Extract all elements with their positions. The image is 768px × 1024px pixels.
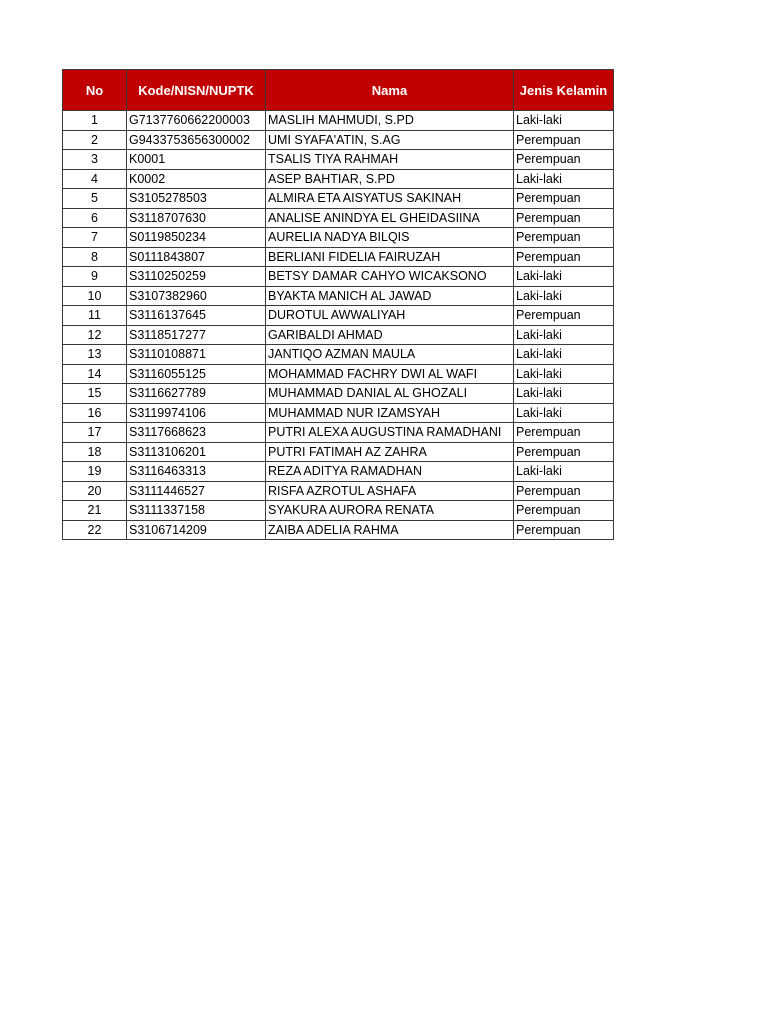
cell-nama: MUHAMMAD NUR IZAMSYAH (266, 403, 514, 423)
table-body (63, 111, 614, 540)
cell-nama: JANTIQO AZMAN MAULA (266, 345, 514, 365)
table-row (63, 267, 614, 287)
cell-kode: G7137760662200003 (127, 111, 266, 131)
cell-no: 16 (63, 403, 127, 423)
table-header (63, 70, 614, 111)
table-row (63, 501, 614, 521)
cell-nama: REZA ADITYA RAMADHAN (266, 462, 514, 482)
table-row (63, 189, 614, 209)
table-row (63, 169, 614, 189)
cell-nama: ALMIRA ETA AISYATUS SAKINAH (266, 189, 514, 209)
cell-nama: ANALISE ANINDYA EL GHEIDASIINA (266, 208, 514, 228)
cell-kode: S3111337158 (127, 501, 266, 521)
cell-kode: S3118707630 (127, 208, 266, 228)
cell-jenis-kelamin: Perempuan (514, 481, 614, 501)
cell-jenis-kelamin: Laki-laki (514, 384, 614, 404)
cell-jenis-kelamin: Laki-laki (514, 286, 614, 306)
cell-nama: PUTRI FATIMAH AZ ZAHRA (266, 442, 514, 462)
cell-kode: S3113106201 (127, 442, 266, 462)
cell-nama: RISFA AZROTUL ASHAFA (266, 481, 514, 501)
cell-kode: S0119850234 (127, 228, 266, 248)
cell-no: 13 (63, 345, 127, 365)
cell-nama: BETSY DAMAR CAHYO WICAKSONO (266, 267, 514, 287)
cell-jenis-kelamin: Perempuan (514, 208, 614, 228)
cell-jenis-kelamin: Perempuan (514, 501, 614, 521)
cell-nama: AURELIA NADYA BILQIS (266, 228, 514, 248)
cell-kode: G9433753656300002 (127, 130, 266, 150)
table-row (63, 325, 614, 345)
cell-no: 1 (63, 111, 127, 131)
cell-jenis-kelamin: Laki-laki (514, 403, 614, 423)
cell-nama: BYAKTA MANICH AL JAWAD (266, 286, 514, 306)
header-row (63, 70, 614, 111)
cell-jenis-kelamin: Laki-laki (514, 462, 614, 482)
cell-jenis-kelamin: Perempuan (514, 189, 614, 209)
table-row (63, 403, 614, 423)
cell-jenis-kelamin: Perempuan (514, 130, 614, 150)
cell-kode: S3119974106 (127, 403, 266, 423)
cell-kode: S3118517277 (127, 325, 266, 345)
cell-no: 22 (63, 520, 127, 540)
cell-nama: MUHAMMAD DANIAL AL GHOZALI (266, 384, 514, 404)
cell-jenis-kelamin: Laki-laki (514, 169, 614, 189)
cell-nama: MASLIH MAHMUDI, S.PD (266, 111, 514, 131)
cell-no: 12 (63, 325, 127, 345)
cell-jenis-kelamin: Laki-laki (514, 267, 614, 287)
cell-jenis-kelamin: Perempuan (514, 423, 614, 443)
cell-no: 19 (63, 462, 127, 482)
table-row (63, 423, 614, 443)
cell-nama: BERLIANI FIDELIA FAIRUZAH (266, 247, 514, 267)
cell-nama: DUROTUL AWWALIYAH (266, 306, 514, 326)
table-row (63, 345, 614, 365)
table-row (63, 364, 614, 384)
cell-no: 20 (63, 481, 127, 501)
header-jenis-kelamin: Jenis Kelamin (514, 70, 614, 111)
cell-jenis-kelamin: Laki-laki (514, 345, 614, 365)
cell-kode: S3116055125 (127, 364, 266, 384)
cell-nama: SYAKURA AURORA RENATA (266, 501, 514, 521)
cell-kode: S3116463313 (127, 462, 266, 482)
table-row (63, 481, 614, 501)
header-kode: Kode/NISN/NUPTK (127, 70, 266, 111)
cell-kode: S3106714209 (127, 520, 266, 540)
cell-no: 11 (63, 306, 127, 326)
cell-kode: S3107382960 (127, 286, 266, 306)
cell-jenis-kelamin: Laki-laki (514, 325, 614, 345)
cell-no: 10 (63, 286, 127, 306)
cell-no: 21 (63, 501, 127, 521)
cell-no: 18 (63, 442, 127, 462)
cell-kode: S3110250259 (127, 267, 266, 287)
cell-kode: S0111843807 (127, 247, 266, 267)
cell-no: 2 (63, 130, 127, 150)
cell-jenis-kelamin: Laki-laki (514, 364, 614, 384)
table-row (63, 286, 614, 306)
cell-kode: S3105278503 (127, 189, 266, 209)
cell-no: 5 (63, 189, 127, 209)
cell-nama: ZAIBA ADELIA RAHMA (266, 520, 514, 540)
cell-kode: K0001 (127, 150, 266, 170)
cell-kode: S3111446527 (127, 481, 266, 501)
cell-no: 7 (63, 228, 127, 248)
table-row (63, 520, 614, 540)
table-row (63, 111, 614, 131)
table-row (63, 442, 614, 462)
student-table (62, 69, 614, 540)
cell-jenis-kelamin: Perempuan (514, 442, 614, 462)
cell-nama: ASEP BAHTIAR, S.PD (266, 169, 514, 189)
cell-no: 4 (63, 169, 127, 189)
cell-no: 3 (63, 150, 127, 170)
table-row (63, 306, 614, 326)
cell-no: 6 (63, 208, 127, 228)
table-row (63, 228, 614, 248)
cell-nama: TSALIS TIYA RAHMAH (266, 150, 514, 170)
cell-jenis-kelamin: Perempuan (514, 306, 614, 326)
table-row (63, 462, 614, 482)
cell-jenis-kelamin: Perempuan (514, 247, 614, 267)
cell-nama: UMI SYAFA'ATIN, S.AG (266, 130, 514, 150)
cell-no: 8 (63, 247, 127, 267)
cell-kode: S3117668623 (127, 423, 266, 443)
cell-jenis-kelamin: Perempuan (514, 150, 614, 170)
cell-kode: K0002 (127, 169, 266, 189)
cell-no: 17 (63, 423, 127, 443)
cell-no: 15 (63, 384, 127, 404)
table-row (63, 150, 614, 170)
cell-kode: S3116137645 (127, 306, 266, 326)
cell-jenis-kelamin: Perempuan (514, 520, 614, 540)
cell-jenis-kelamin: Perempuan (514, 228, 614, 248)
table-row (63, 384, 614, 404)
student-table-container (62, 69, 614, 540)
cell-nama: GARIBALDI AHMAD (266, 325, 514, 345)
table-row (63, 208, 614, 228)
table-row (63, 130, 614, 150)
cell-jenis-kelamin: Laki-laki (514, 111, 614, 131)
cell-kode: S3116627789 (127, 384, 266, 404)
cell-nama: MOHAMMAD FACHRY DWI AL WAFI (266, 364, 514, 384)
header-no: No (63, 70, 127, 111)
header-nama: Nama (266, 70, 514, 111)
cell-no: 9 (63, 267, 127, 287)
cell-no: 14 (63, 364, 127, 384)
cell-kode: S3110108871 (127, 345, 266, 365)
table-row (63, 247, 614, 267)
cell-nama: PUTRI ALEXA AUGUSTINA RAMADHANI (266, 423, 514, 443)
